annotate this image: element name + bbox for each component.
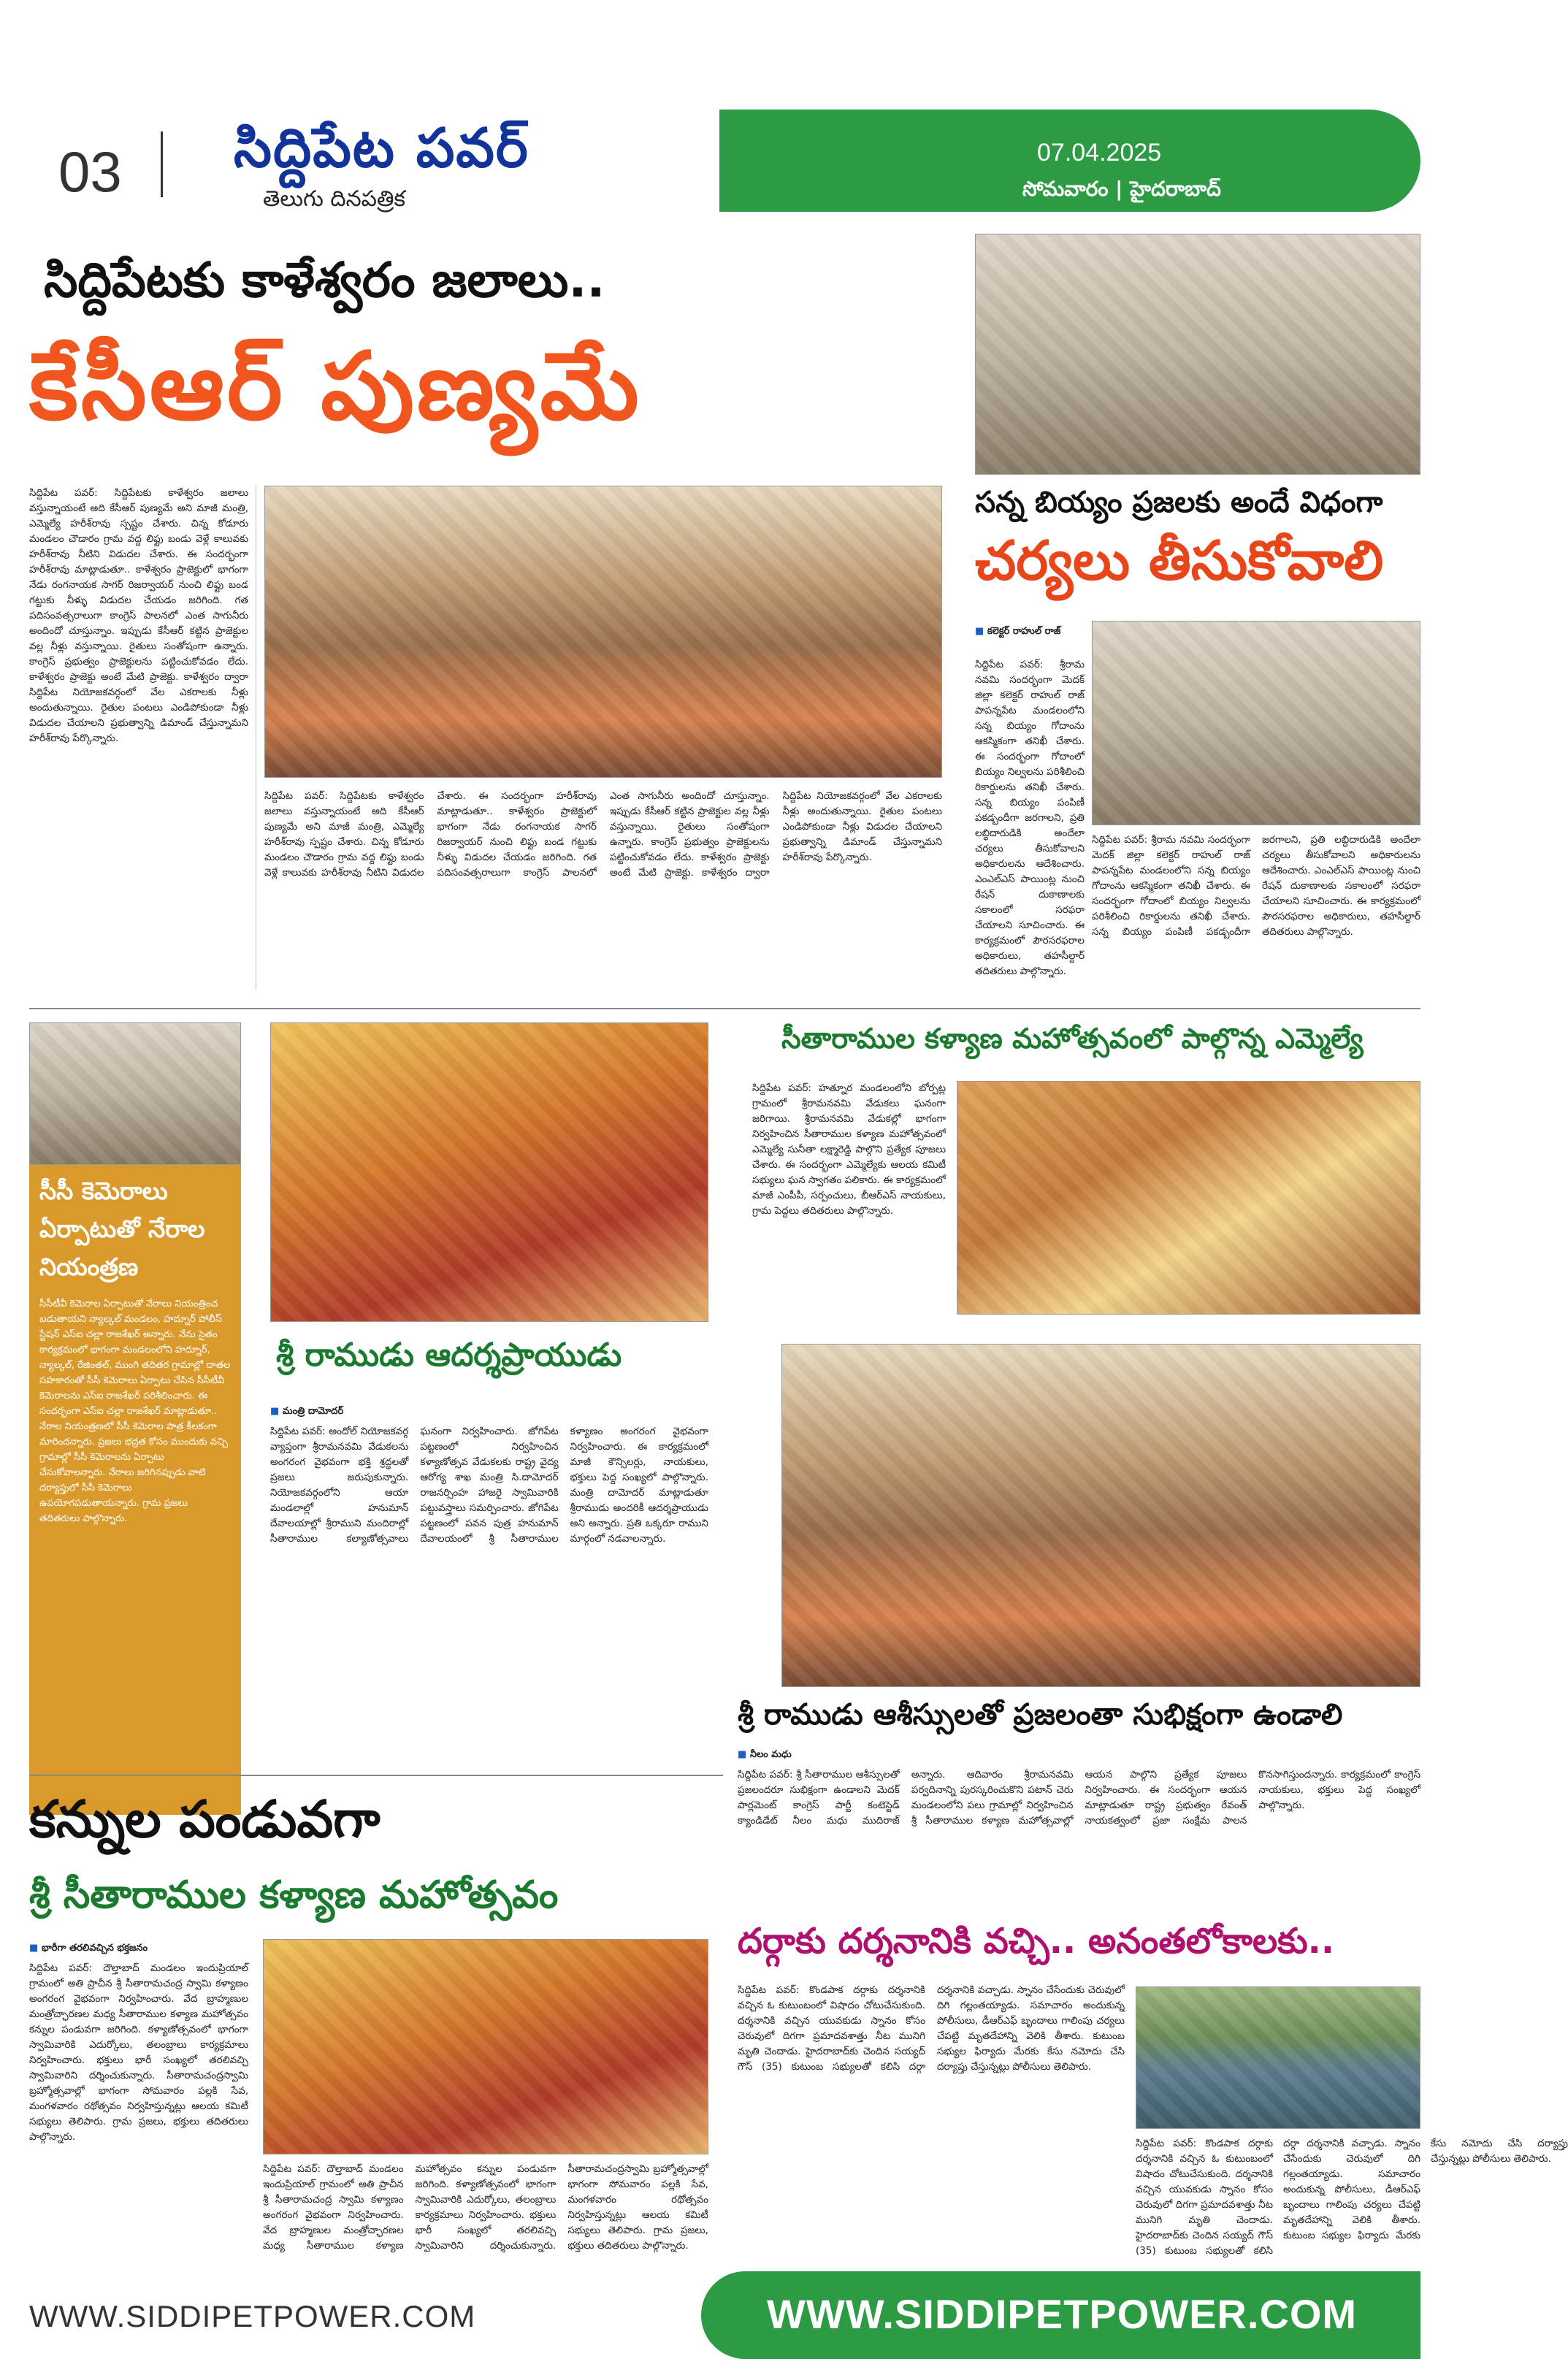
cctv-box bbox=[29, 1165, 241, 1815]
section-divider bbox=[29, 1775, 723, 1776]
dargah-text-2: సిద్దిపేట పవర్: కొండపాక దర్గాకు దర్శనానికి వచ్చిన ఓ కుటుంబంలో విషాదం చోటుచేసుకుంది. దర్శనానికి వచ్చిన యువకుడు స్నానం కోసం చెరువులో దిగగా ప్రమాదవశాత్తు నీట మునిగి మృతి చెందాడు. హైదరాబాద్‌కు చెందిన సయ్యద్ గౌస్ (35) కుటుంబ సభ్యులతో కలిసి దర్గా దర్శనానికి వచ్చాడు. స్నానం చేసేందుకు చెరువులో దిగి గల్లంతయ్యాడు. సమాచారం అందుకున్న పోలీసులు, డీఆర్ఎఫ్ బృందాలు గాలింపు చర్యలు చేపట్టి మృతదేహాన్ని వెలికి తీశారు. కుటుంబ సభ్యుల ఫిర్యాదు మేరకు కేసు నమోదు చేసి దర్యాప్తు చేస్తున్నట్లు పోలీసులు తెలిపారు. bbox=[1136, 2138, 1568, 2257]
lead-text-cols: సిద్దిపేట పవర్: సిద్దిపేటకు కాళేశ్వరం జలాలు వస్తున్నాయంటే అది కేసీఆర్ పుణ్యమే అని మాజీ మంత్రి, ఎమ్మెల్యే హరీశ్‌రావు స్పష్టం చేశారు. చిన్న కోడూరు మండలం చౌడారం గ్రామ వద్ద లిఫ్టు బండు వెళ్లే కాలువకు హరీశ్‌రావు నీటిని విడుదల చేశారు. ఈ సందర్భంగా హరీశ్‌రావు మాట్లాడుతూ.. కాళేశ్వరం ప్రాజెక్టులో భాగంగా నేడు రంగనాయక సాగర్ రిజర్వాయర్ నుంచి లిఫ్టు బండ గట్టుకు నీళ్ళు విడుదల చేయడం జరిగింది. గత పదిసంవత్సరాలుగా కాంగ్రెస్ పాలనలో ఎంత సాగునీరు అందిందో చూస్తున్నాం. ఇప్పుడు కేసీఆర్ కట్టిన ప్రాజెక్టుల వల్ల నీళ్లు వస్తున్నాయి. రైతులు సంతోషంగా ఉన్నారు. కాంగ్రెస్ ప్రభుత్వం ప్రాజెక్టులను పట్టించుకోవడం లేదు. కాళేశ్వరం ప్రాజెక్టు అంటే మేటి ప్రాజెక్టు. కాళేశ్వరం ద్వారా సిద్దిపేట నియోజకవర్గంలో వేల ఎకరాలకు నీళ్లు అందుతున్నాయి. రైతుల పంటలు ఎండిపోకుండా నీళ్లు విడుదల చేయాలని ప్రభుత్వాన్ని డిమాండ్ చేస్తున్నామని హరీశ్‌రావు పేర్కొన్నారు. bbox=[264, 790, 942, 879]
footer-url-right[interactable]: WWW.SIDDIPETPOWER.COM bbox=[767, 2291, 1358, 2337]
masthead bbox=[29, 110, 1420, 212]
rice-kicker: సన్న బియ్యం ప్రజలకు అందే విధంగా bbox=[975, 486, 1383, 519]
mla-headline: సీతారాముల కళ్యాణ మహోత్సవంలో పాల్గొన్న ఎమ్మెల్యే bbox=[781, 1022, 1364, 1055]
rice-text-cols: సిద్దిపేట పవర్: శ్రీరామ నవమి సందర్భంగా మెదక్ జిల్లా కలెక్టర్ రాహుల్ రాజ్ పాపన్నపేట మండలంలోని సన్న బియ్యం గోదాంను ఆకస్మికంగా తనిఖీ చేశారు. ఈ సందర్భంగా గోదాంలో బియ్యం నిల్వలను పరిశీలించి రికార్డులను తనిఖీ చేశారు. సన్న బియ్యం పంపిణీ పకడ్బందీగా జరగాలని, ప్రతి లబ్ధిదారుడికి అందేలా చర్యలు తీసుకోవాలని అధికారులను ఆదేశించారు. ఎంఎల్ఎస్ పాయింట్ల నుంచి రేషన్ దుకాణాలకు సకాలంలో సరఫరా చేయాలని సూచించారు. ఈ కార్యక్రమంలో పౌరసరఫరాల అధికారులు, తహసీల్దార్ తదితరులు పాల్గొన్నారు. bbox=[1092, 834, 1420, 938]
cctv-headline: సీసీ కెమెరాలు ఏర్పాటుతో నేరాల నియంత్రణ bbox=[39, 1177, 205, 1281]
publication-day-place: సోమవారం | హైదరాబాద్ bbox=[1022, 177, 1221, 201]
page-number: 03 bbox=[58, 139, 122, 204]
paper-tagline: తెలుగు దినపత్రిక bbox=[263, 186, 406, 212]
dargah-text: సిద్దిపేట పవర్: కొండపాక దర్గాకు దర్శనానికి వచ్చిన ఓ కుటుంబంలో విషాదం చోటుచేసుకుంది. దర్శనానికి వచ్చిన యువకుడు స్నానం కోసం చెరువులో దిగగా ప్రమాదవశాత్తు నీట మునిగి మృతి చెందాడు. హైదరాబాద్‌కు చెందిన సయ్యద్ గౌస్ (35) కుటుంబ సభ్యులతో కలిసి దర్గా దర్శనానికి వచ్చాడు. స్నానం చేసేందుకు చెరువులో దిగి గల్లంతయ్యాడు. సమాచారం అందుకున్న పోలీసులు, డీఆర్ఎఫ్ బృందాలు గాలింపు చర్యలు చేపట్టి మృతదేహాన్ని వెలికి తీశారు. కుటుంబ సభ్యుల ఫిర్యాదు మేరకు కేసు నమోదు చేసి దర్యాప్తు చేస్తున్నట్లు పోలీసులు తెలిపారు. bbox=[738, 1984, 1125, 2073]
mla-text: సిద్దిపేట పవర్: హత్నూర మండలంలోని బోర్పట్ల గ్రామంలో శ్రీరామనవమి వేడుకలు ఘనంగా జరిగాయి. శ్రీరామనవమి వేడుకల్లో భాగంగా నిర్వహించిన సీతారాముల కళ్యాణ మహోత్సవంలో ఎమ్మెల్యే సునీతా లక్ష్మారెడ్డి పాల్గొని ప్రత్యేక పూజలు చేశారు. ఈ సందర్భంగా ఎమ్మెల్యేకు ఆలయ కమిటీ సభ్యులు ఘన స్వాగతం పలికారు. ఈ కార్యక్రమంలో మాజీ ఎంపీపీ, సర్పంచులు, బీఆర్ఎస్ నాయకులు, గ్రామ పెద్దలు తదితరులు పాల్గొన్నారు. bbox=[752, 1082, 946, 1217]
festival-text-cols: సిద్దిపేట పవర్: దౌల్తాబాద్ మండలం ఇందుప్రియాల్ గ్రామంలో అతి ప్రాచీన శ్రీ సీతారామచంద్ర స్వామి కళ్యాణం అంగరంగ వైభవంగా నిర్వహించారు. వేద బ్రాహ్మణుల మంత్రోచ్ఛారణల మధ్య సీతారాముల కళ్యాణ మహోత్సవం కన్నుల పండువగా జరిగింది. కళ్యాణోత్సవంలో భాగంగా స్వామివారికి ఎదుర్కోలు, తలంబ్రాలు కార్యక్రమాలు నిర్వహించారు. భక్తులు భారీ సంఖ్యలో తరలివచ్చి స్వామివారిని దర్శించుకున్నారు. సీతారామచంద్రస్వామి బ్రహ్మోత్సవాల్లో భాగంగా సోమవారం పల్లకి సేవ, మంగళవారం రథోత్సవం నిర్వహిస్తున్నట్లు ఆలయ కమిటీ సభ్యులు తెలిపారు. గ్రామ ప్రజలు, భక్తులు తదితరులు పాల్గొన్నారు. bbox=[263, 2163, 708, 2252]
festival-byline: ■ భారీగా తరలివచ్చిన భక్తజనం bbox=[29, 1943, 148, 1956]
festival-text-col1: సిద్దిపేట పవర్: దౌల్తాబాద్ మండలం ఇందుప్రియాల్ గ్రామంలో అతి ప్రాచీన శ్రీ సీతారామచంద్ర స్వామి కళ్యాణం అంగరంగ వైభవంగా నిర్వహించారు. వేద బ్రాహ్మణుల మంత్రోచ్ఛారణల మధ్య సీతారాముల కళ్యాణ మహోత్సవం కన్నుల పండువగా జరిగింది. కళ్యాణోత్సవంలో భాగంగా స్వామివారికి ఎదుర్కోలు, తలంబ్రాలు కార్యక్రమాలు నిర్వహించారు. భక్తులు భారీ సంఖ్యలో తరలివచ్చి స్వామివారిని దర్శించుకున్నారు. సీతారామచంద్రస్వామి బ్రహ్మోత్సవాల్లో భాగంగా సోమవారం పల్లకి సేవ, మంగళవారం రథోత్సవం నిర్వహిస్తున్నట్లు ఆలయ కమిటీ సభ్యులు తెలిపారు. గ్రామ ప్రజలు, భక్తులు తదితరులు పాల్గొన్నారు. bbox=[29, 1962, 248, 2143]
footer bbox=[0, 2271, 1450, 2366]
festival-headline: శ్రీ సీతారాముల కళ్యాణ మహోత్సవం bbox=[29, 1873, 559, 1917]
lead-photo-canal-inauguration bbox=[264, 486, 942, 778]
footer-url-left[interactable]: WWW.SIDDIPETPOWER.COM bbox=[29, 2299, 476, 2333]
mla-photo bbox=[957, 1081, 1420, 1315]
rama-ideal-photo bbox=[270, 1022, 708, 1322]
festival-kicker: కన్నుల పండువగా bbox=[29, 1789, 380, 1849]
dargah-headline: దర్గాకు దర్శనానికి వచ్చి.. అనంతలోకాలకు.. bbox=[738, 1921, 1335, 1962]
rice-byline: ■ కలెక్టర్ రాహుల్ రాజ్ bbox=[975, 624, 1085, 639]
masthead-divider bbox=[161, 131, 163, 197]
festival-photo bbox=[263, 1939, 708, 2154]
blessings-text: సిద్దిపేట పవర్: శ్రీ సీతారాముల ఆశీస్సులతో ప్రజలందరూ సుభిక్షంగా ఉండాలని మెదక్ పార్లమెంట్ కాంగ్రెస్ పార్టీ కంటెస్టెడ్ క్యాండిడేట్ నీలం మధు ముదిరాజ్ అన్నారు. ఆదివారం శ్రీరామనవమి పర్వదినాన్ని పురస్కరించుకొని పటాన్ చెరు మండలంలోని పలు గ్రామాల్లో నిర్వహించిన శ్రీ సీతారాముల కళ్యాణ మహోత్సవాల్లో ఆయన పాల్గొని ప్రత్యేక పూజలు నిర్వహించారు. ఈ సందర్భంగా ఆయన మాట్లాడుతూ రాష్ట్ర ప్రభుత్వం రేవంత్ నాయకత్వంలో ప్రజా సంక్షేమ పాలన కొనసాగిస్తుందన్నారు. కార్యక్రమంలో కాంగ్రెస్ నాయకులు, భక్తులు పెద్ద సంఖ్యలో పాల్గొన్నారు. bbox=[738, 1769, 1420, 1827]
blessings-byline: ■ నీలం మధు bbox=[738, 1749, 792, 1762]
paper-name: సిద్దిపేట పవర్ bbox=[234, 117, 529, 180]
rice-headline: చర్యలు తీసుకోవాలి bbox=[975, 529, 1384, 592]
rama-ideal-caption: శ్రీ రాముడు ఆదర్శప్రాయుడు bbox=[276, 1336, 622, 1374]
cctv-photo bbox=[29, 1022, 241, 1165]
blessings-caption: శ్రీ రాముడు ఆశీస్సులతో ప్రజలంతా సుభిక్షంగా ఉండాలి bbox=[738, 1698, 1343, 1732]
lead-text-col1: సిద్దిపేట పవర్: సిద్దిపేటకు కాళేశ్వరం జలాలు వస్తున్నాయంటే అది కేసీఆర్ పుణ్యమే అని మాజీ మంత్రి, ఎమ్మెల్యే హరీశ్‌రావు స్పష్టం చేశారు. చిన్న కోడూరు మండలం చౌడారం గ్రామ వద్ద లిఫ్టు బండు వెళ్లే కాలువకు హరీశ్‌రావు నీటిని విడుదల చేశారు. ఈ సందర్భంగా హరీశ్‌రావు మాట్లాడుతూ.. కాళేశ్వరం ప్రాజెక్టులో భాగంగా నేడు రంగనాయక సాగర్ రిజర్వాయర్ నుంచి లిఫ్టు బండ గట్టుకు నీళ్ళు విడుదల చేయడం జరిగింది. గత పదిసంవత్సరాలుగా కాంగ్రెస్ పాలనలో ఎంత సాగునీరు అందిందో చూస్తున్నాం. ఇప్పుడు కేసీఆర్ కట్టిన ప్రాజెక్టుల వల్ల నీళ్లు వస్తున్నాయి. రైతులు సంతోషంగా ఉన్నారు. కాంగ్రెస్ ప్రభుత్వం ప్రాజెక్టులను పట్టించుకోవడం లేదు. కాళేశ్వరం ప్రాజెక్టు అంటే మేటి ప్రాజెక్టు. కాళేశ్వరం ద్వారా సిద్దిపేట నియోజకవర్గంలో వేల ఎకరాలకు నీళ్లు అందుతున్నాయి. రైతుల పంటలు ఎండిపోకుండా నీళ్లు విడుదల చేయాలని ప్రభుత్వాన్ని డిమాండ్ చేస్తున్నామని హరీశ్‌రావు పేర్కొన్నారు. bbox=[29, 487, 248, 744]
lead-kicker: సిద్దిపేటకు కాళేశ్వరం జలాలు.. bbox=[44, 252, 605, 308]
blessings-photo bbox=[781, 1344, 1420, 1687]
cctv-text: సీసీటీవీ కెమెరాల ఏర్పాటుతో నేరాలు నియంత్రించ బడుతాయని న్యాల్కల్ మండలం, హద్నూర్ పోలీస్ స్టేషన్ ఎస్ఐ చల్లా రాజశేఖర్ అన్నారు. నేను సైతం కార్యక్రమంలో భాగంగా మండలంలోని హద్నూర్, న్యాల్కల్, రేజింతల్, ముంగి తదితర గ్రామాల్లో దాతల సహకారంతో సీసీ కెమెరాలు ఏర్పాటు చేసిన సీసీటీవీ కెమెరాలను ఎస్ఐ రాజశేఖర్ పరిశీలించారు. ఈ సందర్భంగా ఎస్ఐ చల్లా రాజశేఖర్ మాట్లాడుతూ.. నేరాల నియంత్రణలో సీసీ కెమెరాల పాత్ర కీలకంగా మారిందన్నారు. ప్రజలు భద్రత కోసం ముందుకు వచ్చి గ్రామాల్లో సీసీ కెమెరాలను ఏర్పాటు చేసుకోవాలన్నారు. నేరాలు జరిగినప్పుడు వాటి దర్యాప్తులో సీసీ కెమెరాలు ఉపయోగపడుతాయన్నారు. గ్రామ ప్రజలు తదితరులు పాల్గొన్నారు. bbox=[39, 1299, 231, 1524]
rice-text-col1: సిద్దిపేట పవర్: శ్రీరామ నవమి సందర్భంగా మెదక్ జిల్లా కలెక్టర్ రాహుల్ రాజ్ పాపన్నపేట మండలంలోని సన్న బియ్యం గోదాంను ఆకస్మికంగా తనిఖీ చేశారు. ఈ సందర్భంగా గోదాంలో బియ్యం నిల్వలను పరిశీలించి రికార్డులను తనిఖీ చేశారు. సన్న బియ్యం పంపిణీ పకడ్బందీగా జరగాలని, ప్రతి లబ్ధిదారుడికి అందేలా చర్యలు తీసుకోవాలని అధికారులను ఆదేశించారు. ఎంఎల్ఎస్ పాయింట్ల నుంచి రేషన్ దుకాణాలకు సకాలంలో సరఫరా చేయాలని సూచించారు. ఈ కార్యక్రమంలో పౌరసరఫరాల అధికారులు, తహసీల్దార్ తదితరులు పాల్గొన్నారు. bbox=[975, 659, 1085, 977]
lead-headline: కేసీఆర్ పుణ్యమే bbox=[29, 332, 642, 441]
rice-godown-photo-2 bbox=[1092, 621, 1420, 825]
rama-ideal-text: సిద్దిపేట పవర్: అందోల్ నియోజకవర్గ వ్యాప్తంగా శ్రీరామనవమి వేడుకలను అంగరంగ వైభవంగా భక్తి శ్రద్ధలతో ప్రజలు జరుపుకున్నారు. నియోజకవర్గంలోని ఆయా మండలాల్లో హనుమాన్ దేవాలయాల్లో శ్రీరాముని మందిరాల్లో సీతారాముల కల్యాణోత్సవాలు ఘనంగా నిర్వహించారు. జోగిపేట పట్టణంలో నిర్వహించిన కళ్యాణోత్సవ వేడుకలకు రాష్ట్ర వైద్య ఆరోగ్య శాఖ మంత్రి సి.దామోదర్ రాజనర్సింహ హాజరై స్వామివారికి పట్టువస్త్రాలు సమర్పించారు. జోగిపేట పట్టణంలో పవన పుత్ర హనుమాన్ దేవాలయంలో శ్రీ సీతారాముల కళ్యాణం అంగరంగ వైభవంగా నిర్వహించారు. ఈ కార్యక్రమంలో మాజీ కౌన్సిలర్లు, నాయకులు, భక్తులు పెద్ద సంఖ్యలో పాల్గొన్నారు. మంత్రి దామోదర్ మాట్లాడుతూ శ్రీరాముడు అందరికీ ఆదర్శప్రాయుడు అని అన్నారు. ప్రతి ఒక్కరూ రాముని మార్గంలో నడవాలన్నారు. bbox=[270, 1426, 708, 1545]
section-divider bbox=[29, 1008, 1420, 1009]
rama-ideal-byline: ■ మంత్రి దామోదర్ bbox=[270, 1406, 343, 1419]
rice-godown-photo-1 bbox=[975, 234, 1420, 475]
dargah-rescue-photo bbox=[1136, 1986, 1420, 2129]
publication-date: 07.04.2025 bbox=[1037, 139, 1162, 167]
